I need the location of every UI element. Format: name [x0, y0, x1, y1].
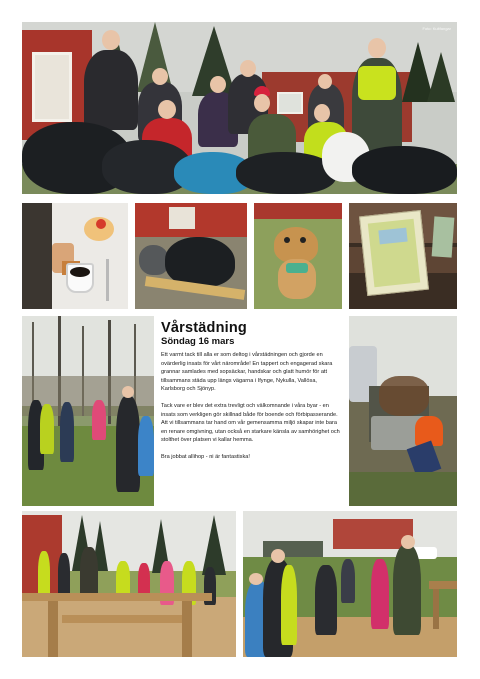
photo-dog-on-grass [254, 203, 342, 309]
photo-group-with-trash-bags [22, 22, 457, 194]
article-paragraph: Tack vare er blev det extra trevligt och välkomnande i våra byar - en insats som verkligen gör skillnad både för boende och förbipasserande. Att vi tillsammans tar hand om vår gemensamma miljö skapar inte bara en renare omgivning, utan också en starkare känsla av samhörighet och stolthet över platsen vi kallar hemma. [161, 402, 340, 444]
photo-group-near-deck [243, 511, 457, 657]
photo-trash-bags-by-barn [135, 203, 247, 309]
article [161, 320, 341, 498]
article-paragraph: Bra jobbat allihop - ni är fantastiska! [161, 453, 250, 460]
article-subtitle: Söndag 16 mars [161, 336, 235, 347]
article-title: Vårstädning [161, 320, 247, 336]
photo-group-walking-in-forest [22, 316, 154, 506]
photo-credit: Foto: Kultfangar [422, 26, 451, 31]
photo-trailer-with-branches [349, 316, 457, 506]
article-paragraph: Ett varmt tack till alla er som deltog i vårstädningen och gjorde en ovärderlig insats för vårt närområde! En tappert och engagerad skara grannar samlades med sopsäckar, handskar och glatt humör för att tillsammans städa upp längs vägarna i Ifynge, Nykulla, Vallösa, Karlsborg och Sjönyp. [161, 352, 333, 393]
photo-map-on-table [349, 203, 457, 309]
photo-coffee-and-snack [22, 203, 128, 309]
photo-group-at-picnic-tables [22, 511, 236, 657]
